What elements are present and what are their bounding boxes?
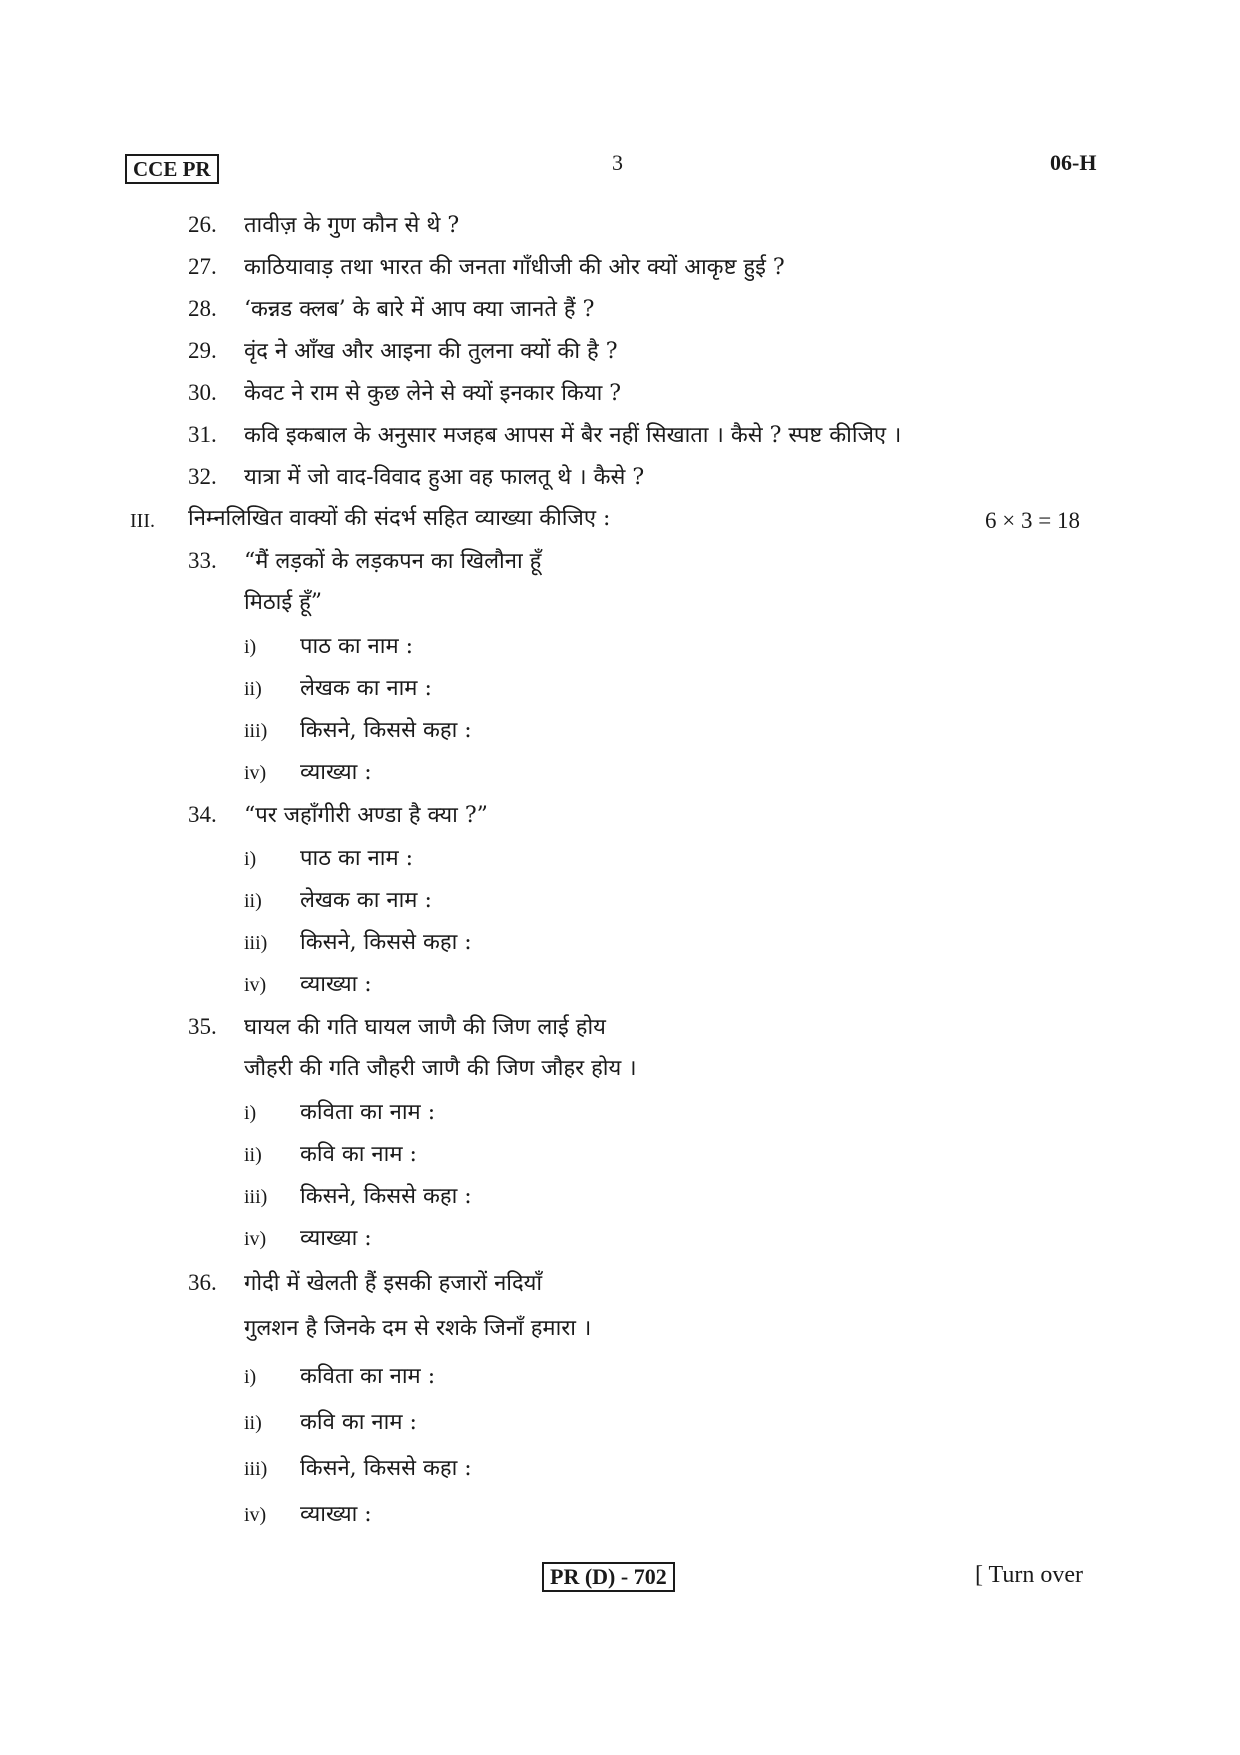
- sub-question: [244, 1454, 472, 1484]
- sub-text: व्याख्या :: [300, 972, 372, 997]
- sub-question: [244, 632, 413, 662]
- header-left-box: CCE PR: [125, 154, 219, 184]
- question-number: 27.: [188, 254, 217, 279]
- sub-label: i): [244, 1102, 257, 1124]
- sub-question: [244, 1098, 435, 1128]
- question-number: 28.: [188, 296, 217, 321]
- paper-code: 06-H: [1050, 150, 1097, 175]
- question-number: 29.: [188, 338, 217, 363]
- question-text: काठियावाड़ तथा भारत की जनता गाँधीजी की ओर क्यों आकृष्ट हुई ?: [244, 255, 785, 280]
- sub-text: व्याख्या :: [300, 1226, 372, 1251]
- sub-question: [244, 1182, 472, 1212]
- question-item: [188, 1012, 606, 1043]
- question-text: कवि इकबाल के अनुसार मजहब आपस में बैर नहीं सिखाता । कैसे ? स्पष्ट कीजिए ।: [244, 423, 902, 448]
- question-text: तावीज़ के गुण कौन से थे ?: [244, 213, 460, 238]
- sub-question: [244, 1140, 417, 1170]
- sub-text: व्याख्या :: [300, 1502, 372, 1527]
- question-text: यात्रा में जो वाद-विवाद हुआ वह फालतू थे । कैसे ?: [244, 465, 645, 490]
- sub-question: [244, 886, 432, 916]
- sub-text: कवि का नाम :: [300, 1410, 417, 1435]
- sub-text: कविता का नाम :: [300, 1364, 436, 1389]
- sub-text: किसने, किससे कहा :: [300, 1456, 472, 1481]
- sub-label: iii): [244, 720, 268, 742]
- question-number: 35.: [188, 1014, 217, 1039]
- question-item: [188, 462, 644, 493]
- sub-question: [244, 970, 372, 1000]
- sub-label: iv): [244, 1504, 267, 1526]
- question-number: 34.: [188, 802, 217, 827]
- sub-text: कविता का नाम :: [300, 1100, 436, 1125]
- sub-label: i): [244, 1366, 257, 1388]
- sub-question: [244, 1362, 435, 1392]
- sub-label: ii): [244, 1412, 262, 1434]
- question-text: ‘कन्नड क्लब’ के बारे में आप क्या जानते हैं ?: [244, 297, 595, 322]
- sub-label: i): [244, 848, 257, 870]
- sub-label: iii): [244, 1458, 268, 1480]
- sub-question: [244, 1224, 372, 1254]
- question-number: 31.: [188, 422, 217, 447]
- sub-question: [244, 674, 432, 704]
- sub-text: लेखक का नाम :: [300, 888, 432, 913]
- question-item: [188, 546, 541, 577]
- sub-text: लेखक का नाम :: [300, 676, 432, 701]
- sub-text: व्याख्या :: [300, 760, 372, 785]
- question-quote-line: जौहरी की गति जौहरी जाणै की जिण जौहर होय ।: [244, 1056, 637, 1081]
- question-text: केवट ने राम से कुछ लेने से क्यों इनकार किया ?: [244, 381, 622, 406]
- question-number: 36.: [188, 1270, 217, 1295]
- sub-question: [244, 844, 413, 874]
- sub-text: पाठ का नाम :: [300, 846, 414, 871]
- sub-question: [244, 1408, 417, 1438]
- section-instruction: निम्नलिखित वाक्यों की संदर्भ सहित व्याख्या कीजिए :: [188, 506, 611, 531]
- question-item: [188, 210, 459, 241]
- sub-label: iii): [244, 1186, 268, 1208]
- page-number: 3: [612, 150, 623, 175]
- question-item: [188, 252, 785, 283]
- turn-over-text: [ Turn over: [975, 1562, 1084, 1588]
- question-item: [188, 294, 594, 325]
- sub-text: किसने, किससे कहा :: [300, 930, 472, 955]
- question-item: [188, 378, 621, 409]
- sub-label: ii): [244, 890, 262, 912]
- sub-question: [244, 928, 472, 958]
- question-quote-line: “पर जहाँगीरी अण्डा है क्या ?”: [244, 803, 488, 828]
- sub-question: [244, 1500, 372, 1530]
- question-quote-line: गोदी में खेलती हैं इसकी हजारों नदियाँ: [244, 1271, 543, 1296]
- sub-text: किसने, किससे कहा :: [300, 1184, 472, 1209]
- sub-label: ii): [244, 678, 262, 700]
- sub-text: पाठ का नाम :: [300, 634, 414, 659]
- sub-label: iv): [244, 762, 267, 784]
- question-item: [188, 420, 901, 451]
- sub-text: किसने, किससे कहा :: [300, 718, 472, 743]
- sub-text: कवि का नाम :: [300, 1142, 417, 1167]
- question-number: 30.: [188, 380, 217, 405]
- question-item: [188, 800, 488, 831]
- sub-label: i): [244, 636, 257, 658]
- question-item: [188, 336, 618, 367]
- question-number: 26.: [188, 212, 217, 237]
- question-quote-line: मिठाई हूँ”: [244, 590, 323, 615]
- question-text: वृंद ने आँख और आइना की तुलना क्यों की है ?: [244, 339, 618, 364]
- question-quote-line: घायल की गति घायल जाणै की जिण लाई होय: [244, 1015, 606, 1040]
- question-item: [188, 1268, 542, 1299]
- sub-label: iii): [244, 932, 268, 954]
- sub-label: iv): [244, 974, 267, 996]
- sub-question: [244, 758, 372, 788]
- section-roman-numeral: III.: [130, 510, 155, 532]
- question-quote-line: “मैं लड़कों के लड़कपन का खिलौना हूँ: [244, 549, 542, 574]
- section-marks: 6 × 3 = 18: [985, 508, 1080, 533]
- question-number: 33.: [188, 548, 217, 573]
- question-quote-line: गुलशन है जिनके दम से रशके जिनाँ हमारा ।: [244, 1316, 592, 1341]
- question-number: 32.: [188, 464, 217, 489]
- sub-label: iv): [244, 1228, 267, 1250]
- sub-question: [244, 716, 472, 746]
- sub-label: ii): [244, 1144, 262, 1166]
- footer-code-box: PR (D) - 702: [542, 1562, 675, 1592]
